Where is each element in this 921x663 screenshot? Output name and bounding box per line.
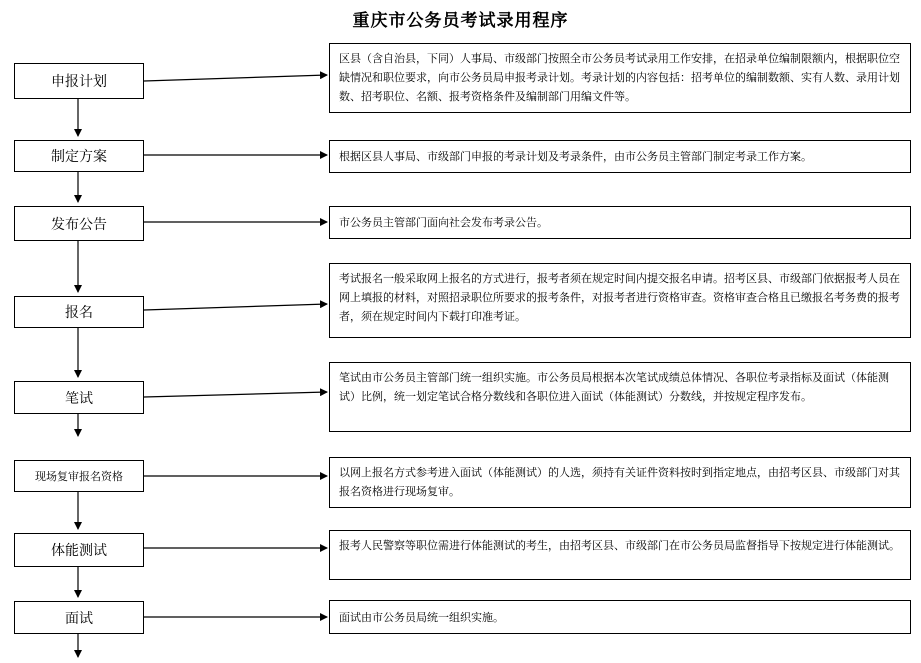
desc-box-physical-test: 报考人民警察等职位需进行体能测试的考生，由招考区县、市级部门在市公务员局监督指导下按规定进行体能测试。: [329, 530, 911, 580]
diagram-title: 重庆市公务员考试录用程序: [352, 11, 569, 31]
step-label: 发布公告: [51, 216, 107, 233]
desc-box-review: 以网上报名方式参考进入面试（体能测试）的人选，须持有关证件资料按时到指定地点，由招考区县、市级部门对其报名资格进行现场复审。: [329, 457, 911, 508]
desc-box-written-exam: 笔试由市公务员主管部门统一组织实施。市公务员局根据本次笔试成绩总体情况、各职位考录指标及面试（体能测试）比例，统一划定笔试合格分数线和各职位进入面试（体能测试）分数线，并按规定程序发布。: [329, 362, 911, 432]
desc-arrow: [144, 392, 327, 397]
desc-box-scheme: 根据区县人事局、市级部门申报的考录计划及考录条件，由市公务员主管部门制定考录工作方案。: [329, 140, 911, 173]
step-label: 笔试: [65, 390, 93, 407]
step-box-written-exam: [14, 381, 144, 414]
desc-box-announce: 市公务员主管部门面向社会发布考录公告。: [329, 206, 911, 239]
step-label: 制定方案: [51, 149, 107, 165]
step-box-announce: [14, 206, 144, 241]
step-box-scheme: [14, 140, 144, 172]
desc-box-register: 考试报名一般采取网上报名的方式进行，报考者须在规定时间内提交报名申请。招考区县、市级部门依据报考人员在网上填报的材料，对照招录职位所要求的报考条件，对报考者进行资格审查。资格审查合格且已缴报名考务费的报考者，须在规定时间内下载打印准考证。: [329, 263, 911, 338]
step-box-register: [14, 296, 144, 328]
desc-arrow: [144, 304, 327, 310]
step-box-plan: [14, 63, 144, 99]
step-box-interview: [14, 601, 144, 634]
step-label: 申报计划: [51, 74, 107, 90]
step-box-physical-test: [14, 533, 144, 567]
desc-box-interview: 面试由市公务员局统一组织实施。: [329, 600, 911, 634]
step-label: 体能测试: [51, 543, 107, 559]
desc-box-plan: 区县（含自治县，下同）人事局、市级部门按照全市公务员考试录用工作安排，在招录单位编制限额内，根据职位空缺情况和职位要求，向市公务员局申报考录计划。考录计划的内容包括：招考单位的编制数额、实有人数、录用计划数、招考职位、名额、报考资格条件及编制部门用编文件等。: [329, 43, 911, 113]
step-label: 面试: [65, 610, 93, 627]
step-label: 报名: [65, 305, 93, 321]
step-label: 现场复审报名资格: [35, 470, 123, 483]
desc-arrow: [144, 75, 327, 81]
step-box-review: [14, 460, 144, 492]
